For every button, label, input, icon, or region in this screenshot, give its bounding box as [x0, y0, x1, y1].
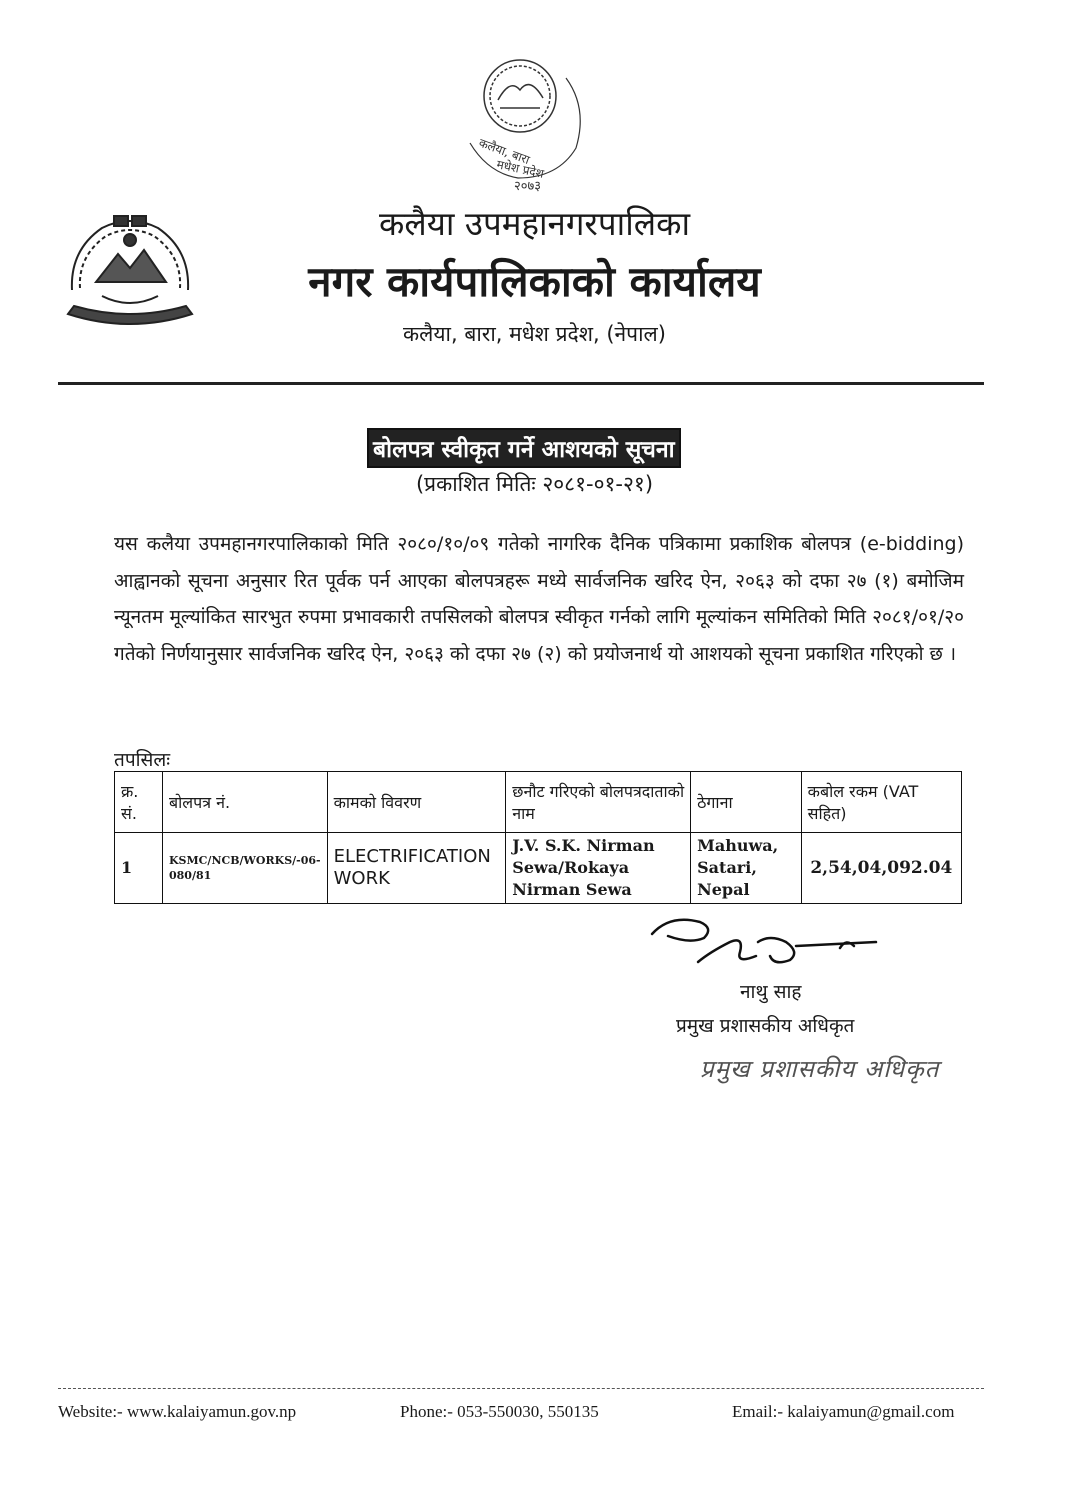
- header-bidder: छनौट गरिएको बोलपत्रदाताको नाम: [506, 772, 691, 833]
- seal-text-1: कलैया, बारा: [476, 135, 532, 167]
- cell-amount: 2,54,04,092.04: [801, 833, 961, 904]
- designation-stamp: प्रमुख प्रशासकीय अधिकृत: [700, 1055, 940, 1083]
- signatory-name: नाथु साह: [740, 981, 802, 1003]
- header-bid-no: बोलपत्र नं.: [162, 772, 327, 833]
- footer-divider: [58, 1388, 984, 1389]
- published-date: (प्रकाशित मितिः २०८१-०१-२१): [415, 472, 654, 496]
- signature: [640, 912, 890, 982]
- cell-sn: 1: [115, 833, 163, 904]
- signatory-designation: प्रमुख प्रशासकीय अधिकृत: [676, 1015, 855, 1037]
- cell-bid-no: KSMC/NCB/WORKS/-06-080/81: [162, 833, 327, 904]
- notice-title: बोलपत्र स्वीकृत गर्ने आशयको सूचना: [367, 428, 681, 468]
- table-row: [115, 833, 962, 904]
- header-divider: [58, 382, 984, 385]
- notice-body: यस कलैया उपमहानगरपालिकाको मिति २०८०/१०/०९ गतेको नागरिक दैनिक पत्रिकामा प्रकाशिक बोलपत्र (e-bidding) आह्वानको सूचना अनुसार रित पूर्वक पर्न आएका बोलपत्रहरू मध्ये सार्वजनिक खरिद ऐन, २०६३ को दफा २७ (१) बमोजिम न्यूनतम मूल्यांकित सारभुत रुपमा प्रभावकारी तपसिलको बोलपत्र स्वीकृत गर्नको लागि मूल्यांकन समितिको मिति २०८१/०१/२० गतेको निर्णयानुसार सार्वजनिक खरिद ऐन, २०६३ को दफा २७ (२) को प्रयोजनार्थ यो आशयको सूचना प्रकाशित गरिएको छ ।: [114, 533, 964, 665]
- org-name: कलैया उपमहानगरपालिका: [378, 204, 691, 243]
- office-seal: [448, 38, 618, 198]
- header-address: ठेगाना: [691, 772, 802, 833]
- cell-address: Mahuwa, Satari, Nepal: [691, 833, 802, 904]
- table-header-row: [115, 772, 962, 833]
- seal-text-3: २०७३: [514, 179, 542, 194]
- cell-bidder: J.V. S.K. Nirman Sewa/Rokaya Nirman Sewa: [506, 833, 691, 904]
- header-sn: क्र. सं.: [115, 772, 163, 833]
- footer-email: Email:- kalaiyamun@gmail.com: [732, 1402, 955, 1421]
- seal-text-2: मधेश प्रदेश: [495, 157, 546, 181]
- header-work: कामको विवरण: [327, 772, 506, 833]
- tapasil-label: तपसिलः: [114, 749, 171, 771]
- office-address: कलैया, बारा, मधेश प्रदेश, (नेपाल): [403, 322, 666, 346]
- cell-work: ELECTRIFICATION WORK: [327, 833, 506, 904]
- bid-table: [114, 771, 962, 904]
- footer-phone: Phone:- 053-550030, 550135: [400, 1402, 599, 1421]
- header-amount: कबोल रकम (VAT सहित): [801, 772, 961, 833]
- office-name: नगर कार्यपालिकाको कार्यालय: [308, 257, 761, 306]
- footer-website: Website:- www.kalaiyamun.gov.np: [58, 1402, 297, 1421]
